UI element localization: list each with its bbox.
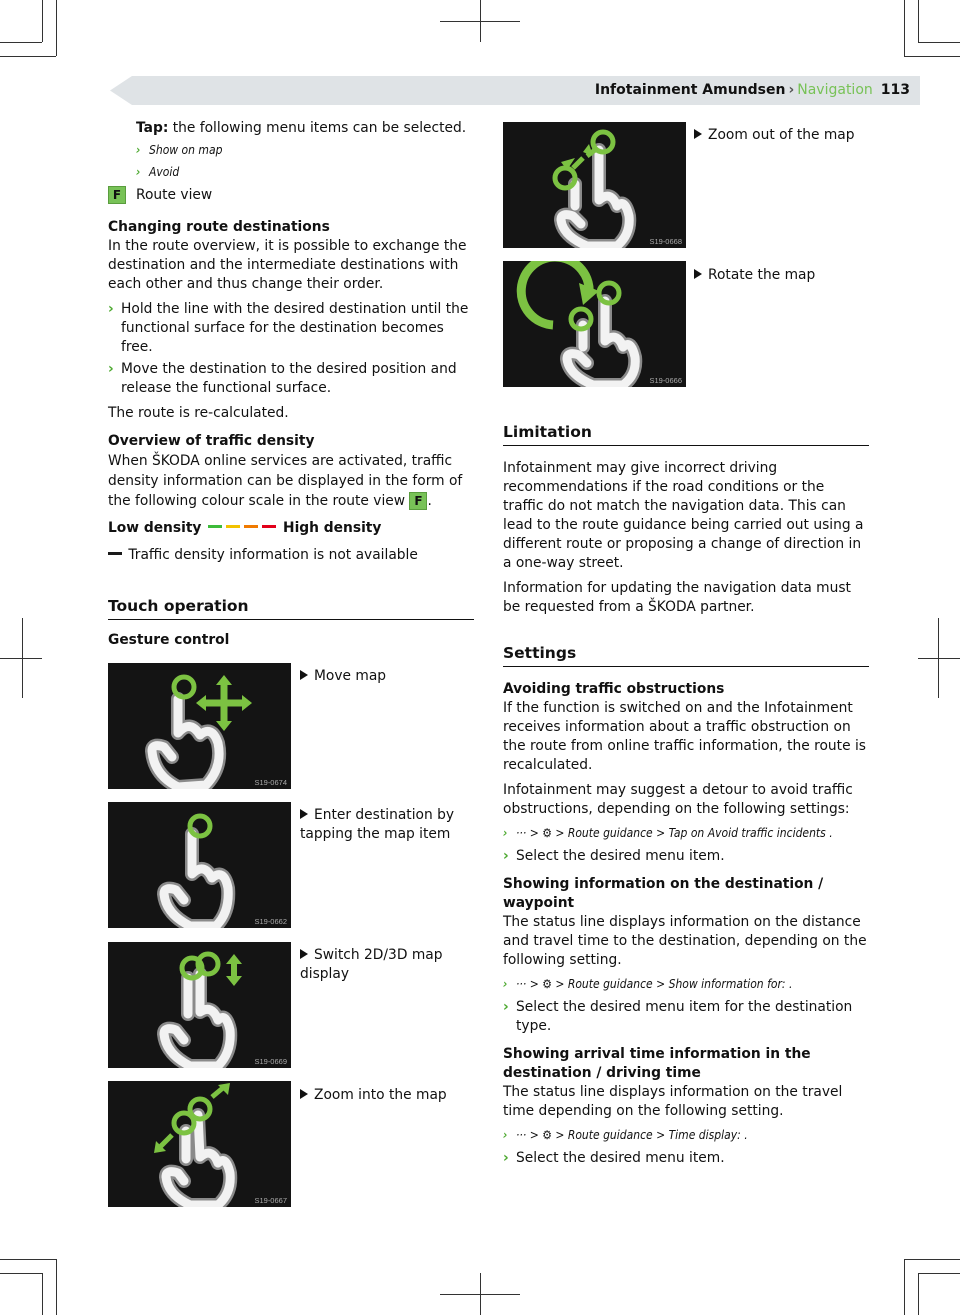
crop-mark (480, 0, 481, 42)
limitation-p1: Infotainment may give incorrect driving recommendations if the road conditions or the traffic do not match the navigation data. This can lead to the route guidance being carried out using a different route or proposing a change of direction in a one-way street. (503, 460, 864, 571)
arrival-title: Showing arrival time information in the destination / driving time (503, 1046, 811, 1081)
menu-path: › ··· > ⚙ > Route guidance > Tap on Avoid traffic incidents . (503, 824, 869, 843)
path-arrow: > (555, 1128, 565, 1142)
caption-zoom-out (694, 126, 869, 145)
figure-zoom-in (108, 1081, 291, 1207)
crop-mark (42, 0, 43, 42)
path-arrow: > (656, 1128, 666, 1142)
hand-rotate-icon (503, 261, 686, 387)
crop-mark (904, 0, 905, 56)
caption-text: Enter destination by tapping the map item (300, 807, 455, 842)
right-column (503, 421, 869, 1168)
crop-mark (0, 56, 56, 57)
figure-2d3d (108, 942, 291, 1068)
f-label-badge: F (409, 492, 427, 510)
crop-mark (56, 0, 57, 56)
crop-mark (904, 1259, 905, 1315)
hand-zoom-in-icon (108, 1081, 291, 1207)
step-text: Select the desired menu item. (516, 848, 725, 864)
menu-dots-icon: ··· (516, 826, 527, 840)
chevron-icon: › (503, 977, 508, 991)
menu-item-label: Show information for: (668, 977, 786, 991)
list-item: › Select the desired menu item for the destination type. (503, 999, 853, 1034)
menu-item-label: Route guidance (567, 826, 653, 840)
crop-mark (918, 0, 919, 42)
menu-dots-icon: ··· (516, 977, 527, 991)
caption-text: Rotate the map (708, 267, 816, 283)
crop-mark (918, 42, 960, 43)
list-item: › Hold the line with the desired destination until the functional surface for the destination becomes free. (108, 301, 469, 355)
avoid-title: Avoiding traffic obstructions (503, 681, 725, 697)
step-text: Select the desired menu item for the destination type. (516, 999, 853, 1034)
hand-two-finger-swipe-icon (108, 942, 291, 1068)
menu-path: › ··· > ⚙ > Route guidance > Show information for: . (503, 975, 869, 994)
figure-code: S19-0674 (254, 778, 287, 787)
showing-body: The status line displays information on the distance and travel time to the destination, depending on the following setting. (503, 914, 867, 968)
chevron-icon: › (503, 1128, 508, 1142)
list-item: › Select the desired menu item. (503, 1150, 725, 1166)
crop-mark (0, 658, 42, 659)
caption-text: Switch 2D/3D map display (300, 947, 443, 982)
high-density-label: High density (283, 520, 382, 536)
avoid-body2: Infotainment may suggest a detour to avoid traffic obstructions, depending on the following settings: (503, 782, 853, 817)
triangle-bullet-icon (694, 129, 702, 139)
path-arrow: > (529, 977, 539, 991)
caption-move-map (300, 667, 474, 686)
caption-rotate (694, 266, 869, 285)
traffic-title: Overview of traffic density (108, 433, 315, 449)
triangle-bullet-icon (300, 949, 308, 959)
arrival-body: The status line displays information on the travel time depending on the following setting. (503, 1084, 843, 1119)
period: . (427, 493, 432, 509)
avoid-body: If the function is switched on and the Infotainment receives information about a traffic obstruction on the route from online traffic information, the route is recalculated. (503, 700, 866, 773)
figure-zoom-out (503, 122, 686, 248)
crop-mark (480, 1273, 481, 1315)
traffic-body (108, 451, 474, 511)
menu-item-label: Show on map (149, 143, 223, 157)
f-label-badge: F (108, 186, 126, 204)
traffic-body-text: When ŠKODA online services are activated, traffic density information can be displayed in the form of the following colour scale in the route view (108, 453, 463, 509)
settings-gear-icon: ⚙ (542, 826, 552, 840)
list-item: › Move the destination to the desired position and release the functional surface. (108, 361, 457, 396)
density-scale (108, 519, 474, 538)
limitation-title: Limitation (503, 421, 869, 446)
route-view-row (108, 186, 474, 205)
crop-mark (0, 1259, 56, 1260)
caption-2d3d (300, 946, 474, 984)
crop-mark (0, 42, 42, 43)
crop-mark (42, 1273, 43, 1315)
density-dash-black (108, 552, 122, 555)
menu-item-label: Route guidance (567, 1128, 653, 1142)
density-dash-red (262, 525, 276, 528)
hand-zoom-out-icon (503, 122, 686, 248)
path-arrow: > (656, 826, 666, 840)
chevron-icon: › (503, 826, 508, 840)
crop-mark (918, 1273, 919, 1315)
breadcrumb-separator: › (788, 82, 795, 98)
crop-mark (0, 1273, 42, 1274)
showing-title: Showing information on the destination / waypoint (503, 876, 824, 911)
tap-label: Tap: (136, 120, 169, 136)
density-dash-green (208, 525, 222, 528)
figure-tap (108, 802, 291, 928)
hand-move-map-icon (108, 663, 291, 789)
triangle-bullet-icon (694, 269, 702, 279)
step-text: Select the desired menu item. (516, 1150, 725, 1166)
crop-mark (904, 1259, 960, 1260)
menu-item-label: Time display: (668, 1128, 741, 1142)
caption-text: Move map (314, 668, 387, 684)
figure-rotate (503, 261, 686, 387)
caption-text: Zoom into the map (314, 1087, 447, 1103)
density-dash-yellow (226, 525, 240, 528)
menu-item-label: Avoid (149, 165, 180, 179)
limitation-p2: Information for updating the navigation data must be requested from a ŠKODA partner. (503, 580, 851, 615)
figure-code: S19-0662 (254, 917, 287, 926)
tap-intro (108, 119, 474, 138)
menu-item-label: Route guidance (567, 977, 653, 991)
left-column (108, 119, 474, 650)
figure-code: S19-0668 (649, 237, 682, 246)
tap-text: the following menu items can be selected. (168, 120, 467, 136)
changing-body: In the route overview, it is possible to exchange the destination and the intermediate destinations with each other and thus change their order. (108, 238, 467, 292)
triangle-bullet-icon (300, 1089, 308, 1099)
page-header (595, 80, 910, 100)
figure-code: S19-0669 (254, 1057, 287, 1066)
list-item: › Avoid (136, 165, 180, 179)
crop-mark (918, 1273, 960, 1274)
crop-mark (904, 56, 960, 57)
settings-gear-icon: ⚙ (542, 1128, 552, 1142)
settings-title: Settings (503, 642, 869, 667)
menu-path: › ··· > ⚙ > Route guidance > Time display: . (503, 1126, 869, 1145)
caption-text: Zoom out of the map (708, 127, 855, 143)
density-na-text: Traffic density information is not available (128, 547, 418, 563)
book-title: Infotainment Amundsen (594, 82, 786, 98)
density-na-row (108, 546, 474, 565)
path-arrow: > (529, 826, 539, 840)
section-name: Navigation (797, 82, 873, 98)
triangle-bullet-icon (300, 809, 308, 819)
figure-code: S19-0667 (254, 1196, 287, 1205)
figure-code: S19-0666 (649, 376, 682, 385)
menu-item-label: Tap on Avoid traffic incidents (668, 826, 826, 840)
touch-section-title: Touch operation (108, 595, 474, 620)
settings-gear-icon: ⚙ (542, 977, 552, 991)
changing-result: The route is re-calculated. (108, 405, 289, 421)
hand-tap-icon (108, 802, 291, 928)
gesture-title: Gesture control (108, 632, 230, 648)
list-item: › Select the desired menu item. (503, 848, 725, 864)
figure-move-map (108, 663, 291, 789)
density-dash-orange (244, 525, 258, 528)
step-text: Move the destination to the desired position and release the functional surface. (121, 361, 457, 396)
caption-tap (300, 806, 474, 844)
crop-mark (918, 658, 960, 659)
triangle-bullet-icon (300, 670, 308, 680)
page-number: 113 (880, 82, 910, 98)
low-density-label: Low density (108, 520, 202, 536)
route-view-text: Route view (136, 187, 213, 203)
crop-mark (56, 1259, 57, 1315)
caption-zoom-in (300, 1086, 474, 1105)
path-arrow: > (529, 1128, 539, 1142)
list-item: › Show on map (136, 143, 223, 157)
path-arrow: > (555, 977, 565, 991)
path-arrow: > (656, 977, 666, 991)
step-text: Hold the line with the desired destination until the functional surface for the destination becomes free. (121, 301, 469, 355)
path-arrow: > (555, 826, 565, 840)
menu-dots-icon: ··· (516, 1128, 527, 1142)
changing-title: Changing route destinations (108, 219, 330, 235)
